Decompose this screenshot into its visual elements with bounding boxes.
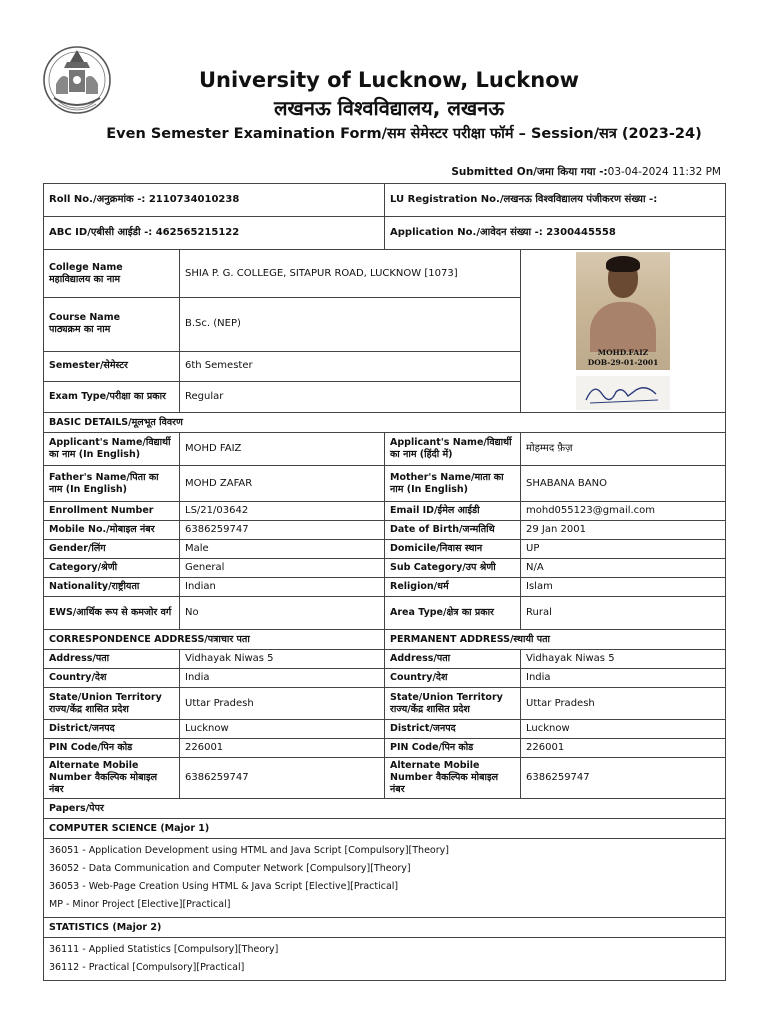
college-name-value: SHIA P. G. COLLEGE, SITAPUR ROAD, LUCKNOW [1073]: [180, 250, 521, 298]
perm-country-value: India: [521, 669, 726, 688]
corr-state-value: Uttar Pradesh: [180, 688, 385, 720]
enrollment-number-value: LS/21/03642: [180, 502, 385, 521]
paper-group-title: STATISTICS (Major 2): [44, 918, 726, 938]
nationality-value: Indian: [180, 578, 385, 597]
perm-address-label: Address/पता: [385, 650, 521, 669]
course-name-value: B.Sc. (NEP): [180, 298, 521, 351]
paper-group-list: [44, 839, 726, 918]
father-name-label: Father's Name/पिता का नाम (In English): [44, 466, 180, 502]
paper-item: 36112 - Practical [Compulsory][Practical]: [49, 962, 245, 973]
form-header: [0, 66, 768, 146]
category-value: General: [180, 559, 385, 578]
examination-form-table: [43, 183, 726, 981]
applicant-name-hi-label: Applicant's Name/विद्यार्थी का नाम (हिंदी में): [385, 433, 521, 466]
gender-label: Gender/लिंग: [44, 540, 180, 559]
paper-group-list: [44, 938, 726, 981]
university-title-english: University of Lucknow, Lucknow: [198, 68, 580, 92]
corr-district-label: District/जनपद: [44, 720, 180, 739]
corr-alt-mobile-value: 6386259747: [180, 758, 385, 799]
religion-value: Islam: [521, 578, 726, 597]
university-title-hindi: लखनऊ विश्वविद्यालय, लखनऊ: [273, 96, 505, 120]
corr-district-value: Lucknow: [180, 720, 385, 739]
nationality-label: Nationality/राष्ट्रीयता: [44, 578, 180, 597]
enrollment-number-label: Enrollment Number: [44, 502, 180, 521]
paper-item: 36051 - Application Development using HTML and Java Script [Compulsory][Theory]: [49, 845, 449, 856]
paper-item: 36052 - Data Communication and Computer Network [Compulsory][Theory]: [49, 863, 411, 874]
papers-heading: Papers/पेपर: [44, 799, 726, 819]
applicant-name-hi-value: मोहम्मद फ़ैज़: [521, 433, 726, 466]
corr-address-label: Address/पता: [44, 650, 180, 669]
mobile-label: Mobile No./मोबाइल नंबर: [44, 521, 180, 540]
photo-name-caption: MOHD.FAIZ: [597, 348, 649, 357]
sub-category-value: N/A: [521, 559, 726, 578]
mobile-value: 6386259747: [180, 521, 385, 540]
mother-name-value: SHABANA BANO: [521, 466, 726, 502]
domicile-value: UP: [521, 540, 726, 559]
paper-group-title: COMPUTER SCIENCE (Major 1): [44, 819, 726, 839]
email-label: Email ID/ईमेल आईडी: [385, 502, 521, 521]
corr-address-value: Vidhayak Niwas 5: [180, 650, 385, 669]
dob-value: 29 Jan 2001: [521, 521, 726, 540]
perm-country-label: Country/देश: [385, 669, 521, 688]
perm-pin-value: 226001: [521, 739, 726, 758]
form-subtitle: Even Semester Examination Form/सम सेमेस्टर परीक्षा फॉर्म – Session/सत्र (2023-24): [106, 126, 702, 142]
paper-item: MP - Minor Project [Elective][Practical]: [49, 899, 231, 910]
corr-country-label: Country/देश: [44, 669, 180, 688]
applicant-photo: [576, 252, 670, 370]
basic-details-heading: BASIC DETAILS/मूलभूत विवरण: [44, 413, 726, 433]
area-type-value: Rural: [521, 597, 726, 630]
submitted-on: [451, 165, 721, 179]
email-value: mohd055123@gmail.com: [521, 502, 726, 521]
category-label: Category/श्रेणी: [44, 559, 180, 578]
college-name-label: College Name महाविद्यालय का नाम: [44, 250, 180, 298]
photo-dob-caption: DOB-29-01-2001: [587, 358, 659, 367]
submitted-label: Submitted On/जमा किया गया -:: [451, 166, 608, 178]
ews-label: EWS/आर्थिक रूप से कमजोर वर्ग: [44, 597, 180, 630]
perm-alt-mobile-label: Alternate Mobile Number वैकल्पिक मोबाइल नंबर: [385, 758, 521, 799]
exam-type-value: Regular: [180, 381, 521, 412]
application-number: Application No./आवेदन संख्या -: 2300445558: [385, 217, 726, 250]
applicant-name-en-label: Applicant's Name/विद्यार्थी का नाम (In English): [44, 433, 180, 466]
mother-name-label: Mother's Name/माता का नाम (In English): [385, 466, 521, 502]
religion-label: Religion/धर्म: [385, 578, 521, 597]
perm-district-label: District/जनपद: [385, 720, 521, 739]
paper-item: 36111 - Applied Statistics [Compulsory][Theory]: [49, 944, 279, 955]
gender-value: Male: [180, 540, 385, 559]
domicile-label: Domicile/निवास स्थान: [385, 540, 521, 559]
perm-address-value: Vidhayak Niwas 5: [521, 650, 726, 669]
exam-type-label: Exam Type/परीक्षा का प्रकार: [44, 381, 180, 412]
course-name-label: Course Name पाठ्यक्रम का नाम: [44, 298, 180, 351]
perm-pin-label: PIN Code/पिन कोड: [385, 739, 521, 758]
photo-cell: [521, 250, 726, 413]
semester-label: Semester/सेमेस्टर: [44, 351, 180, 381]
father-name-value: MOHD ZAFAR: [180, 466, 385, 502]
corr-state-label: State/Union Territory राज्य/केंद्र शासित प्रदेश: [44, 688, 180, 720]
lu-registration-number: LU Registration No./लखनऊ विश्वविद्यालय पंजीकरण संख्या -:: [385, 184, 726, 217]
perm-alt-mobile-value: 6386259747: [521, 758, 726, 799]
corr-alt-mobile-label: Alternate Mobile Number वैकल्पिक मोबाइल नंबर: [44, 758, 180, 799]
corr-pin-label: PIN Code/पिन कोड: [44, 739, 180, 758]
corr-country-value: India: [180, 669, 385, 688]
abc-id: ABC ID/एबीसी आईडी -: 462565215122: [44, 217, 385, 250]
paper-item: 36053 - Web-Page Creation Using HTML & Java Script [Elective][Practical]: [49, 881, 399, 892]
perm-state-value: Uttar Pradesh: [521, 688, 726, 720]
roll-number: Roll No./अनुक्रमांक -: 2110734010238: [44, 184, 385, 217]
area-type-label: Area Type/क्षेत्र का प्रकार: [385, 597, 521, 630]
sub-category-label: Sub Category/उप श्रेणी: [385, 559, 521, 578]
applicant-name-en-value: MOHD FAIZ: [180, 433, 385, 466]
ews-value: No: [180, 597, 385, 630]
perm-district-value: Lucknow: [521, 720, 726, 739]
perm-state-label: State/Union Territory राज्य/केंद्र शासित प्रदेश: [385, 688, 521, 720]
applicant-signature: [576, 376, 670, 410]
correspondence-address-heading: CORRESPONDENCE ADDRESS/पत्राचार पता: [44, 630, 385, 650]
dob-label: Date of Birth/जन्मतिथि: [385, 521, 521, 540]
permanent-address-heading: PERMANENT ADDRESS/स्थायी पता: [385, 630, 726, 650]
semester-value: 6th Semester: [180, 351, 521, 381]
submitted-value: 03-04-2024 11:32 PM: [607, 166, 721, 178]
corr-pin-value: 226001: [180, 739, 385, 758]
